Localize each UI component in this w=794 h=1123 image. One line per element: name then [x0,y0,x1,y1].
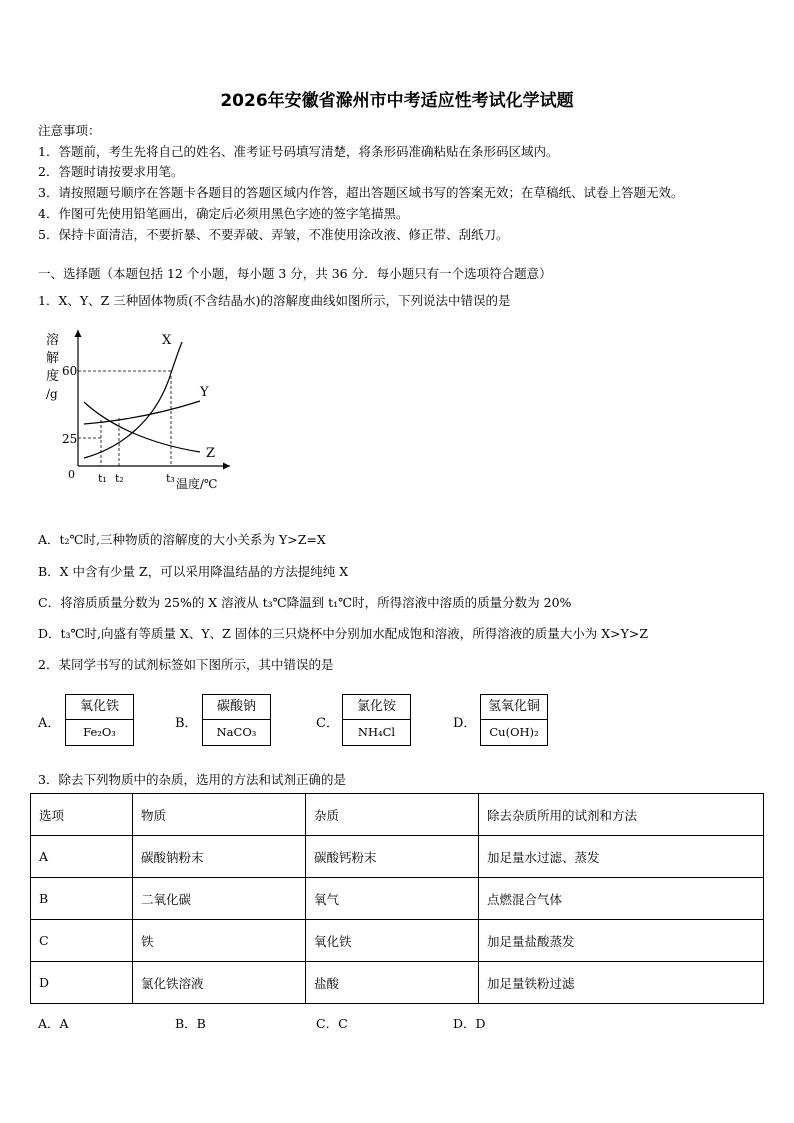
reagent-name: 碳酸钠 [203,695,270,720]
y-tick-label: 60 [62,364,78,378]
table-cell: A [31,836,133,878]
y-tick-label: 25 [62,432,78,446]
reagent-formula: NaCO₃ [216,725,257,739]
origin-label: 0 [68,468,75,481]
table-header-cell: 选项 [31,794,133,836]
question-1-option-d: D．t₃℃时,向盛有等质量 X、Y、Z 固体的三只烧杯中分别加水配成饱和溶液，所得溶液的质量大小为 X>Y>Z [38,626,649,641]
x-tick-label: t₂ [115,472,124,485]
option-letter: B． [175,716,198,731]
y-axis-label: /g [46,387,58,401]
question-1-stem: 1．X、Y、Z 三种固体物质(不含结晶水)的溶解度曲线如图所示，下列说法中错误的是 [38,293,511,308]
table-row [31,920,764,962]
table-header-cell: 杂质 [306,794,479,836]
series-z-curve [84,402,200,452]
table-row [31,878,764,920]
reagent-formula: NH₄Cl [357,725,396,739]
table-header-cell: 除去杂质所用的试剂和方法 [479,794,764,836]
reagent-label [65,694,134,746]
table-cell: 氯化铁溶液 [133,962,306,1004]
page-title: 2026年安徽省滁州市中考适应性考试化学试题 [220,91,574,111]
table-cell: D [31,962,133,1004]
series-label: X [162,333,172,348]
table-row [31,962,764,1004]
reagent-name: 氧化铁 [66,695,133,720]
question-2-stem: 2．某同学书写的试剂标签如下图所示，其中错误的是 [38,657,334,672]
option-letter: C． [316,716,339,731]
x-tick-label: t₁ [98,472,107,485]
notice-item: 4．作图可先使用铅笔画出，确定后必须用黑色字迹的签字笔描黑。 [38,206,409,221]
table-cell: 加足量盐酸蒸发 [479,920,764,962]
question-3-answer-option: D．D [453,1016,486,1031]
question-3-answer-option: B．B [175,1016,206,1031]
table-cell: 氧化铁 [306,920,479,962]
table-cell: B [31,878,133,920]
question-3-answer-option: A．A [38,1016,69,1031]
question-3-table [30,793,764,1004]
table-cell: 碳酸钠粉末 [133,836,306,878]
question-1-option-a: A．t₂℃时,三种物质的溶解度的大小关系为 Y>Z=X [38,532,326,547]
reagent-label [202,694,271,746]
table-cell: 盐酸 [306,962,479,1004]
question-3-stem: 3．除去下列物质中的杂质，选用的方法和试剂正确的是 [38,772,346,787]
table-cell: 点燃混合气体 [479,878,764,920]
question-3-answer-option: C．C [316,1016,348,1031]
option-letter: D． [453,716,477,731]
y-axis-label: 溶 [46,333,60,348]
series-label: Y [200,385,209,400]
table-cell: 二氧化碳 [133,878,306,920]
section-heading: 一、选择题（本题包括 12 个小题，每小题 3 分，共 36 分．每小题只有一个选项符合题意） [38,266,552,281]
notice-item: 5．保持卡面清洁，不要折暴、不要弄破、弄皱，不准使用涂改液、修正带、刮纸刀。 [38,227,509,242]
y-axis-label: 解 [46,351,60,366]
x-axis-label: 温度/℃ [176,477,218,491]
table-cell: 加足量铁粉过滤 [479,962,764,1004]
table-cell: 加足量水过滤、蒸发 [479,836,764,878]
notice-item: 1．答题前，考生先将自己的姓名、准考证号码填写清楚，将条形码准确粘贴在条形码区域内。 [38,144,559,159]
table-row [31,836,764,878]
reagent-name: 氢氧化铜 [481,695,547,720]
reagent-formula: Cu(OH)₂ [489,725,539,739]
solubility-chart [40,326,240,496]
table-cell: C [31,920,133,962]
question-1-option-b: B．X 中含有少量 Z，可以采用降温结晶的方法提纯纯 X [38,564,349,579]
question-1-option-c: C．将溶质质量分数为 25%的 X 溶液从 t₃℃降温到 t₁℃时，所得溶液中溶质的质量分数为 20% [38,595,572,610]
series-y-curve [84,401,200,424]
series-label: Z [206,446,216,461]
notice-item: 3．请按照题号顺序在答题卡各题目的答题区域内作答，超出答题区域书写的答案无效；在草稿纸、试卷上答题无效。 [38,185,684,200]
option-letter: A． [38,716,61,731]
table-cell: 氧气 [306,878,479,920]
reagent-label [480,694,548,746]
table-cell: 铁 [133,920,306,962]
reagent-formula: Fe₂O₃ [83,725,116,739]
table-header-cell: 物质 [133,794,306,836]
notice-item: 2．答题时请按要求用笔。 [38,164,184,179]
table-cell: 碳酸钙粉末 [306,836,479,878]
table-header-row [31,794,764,836]
x-tick-label: t₃ [166,472,175,485]
notice-heading: 注意事项： [38,123,101,138]
series-x-curve [84,342,182,458]
y-axis-label: 度 [46,369,60,384]
reagent-name: 氯化铵 [343,695,410,720]
reagent-label [342,694,411,746]
